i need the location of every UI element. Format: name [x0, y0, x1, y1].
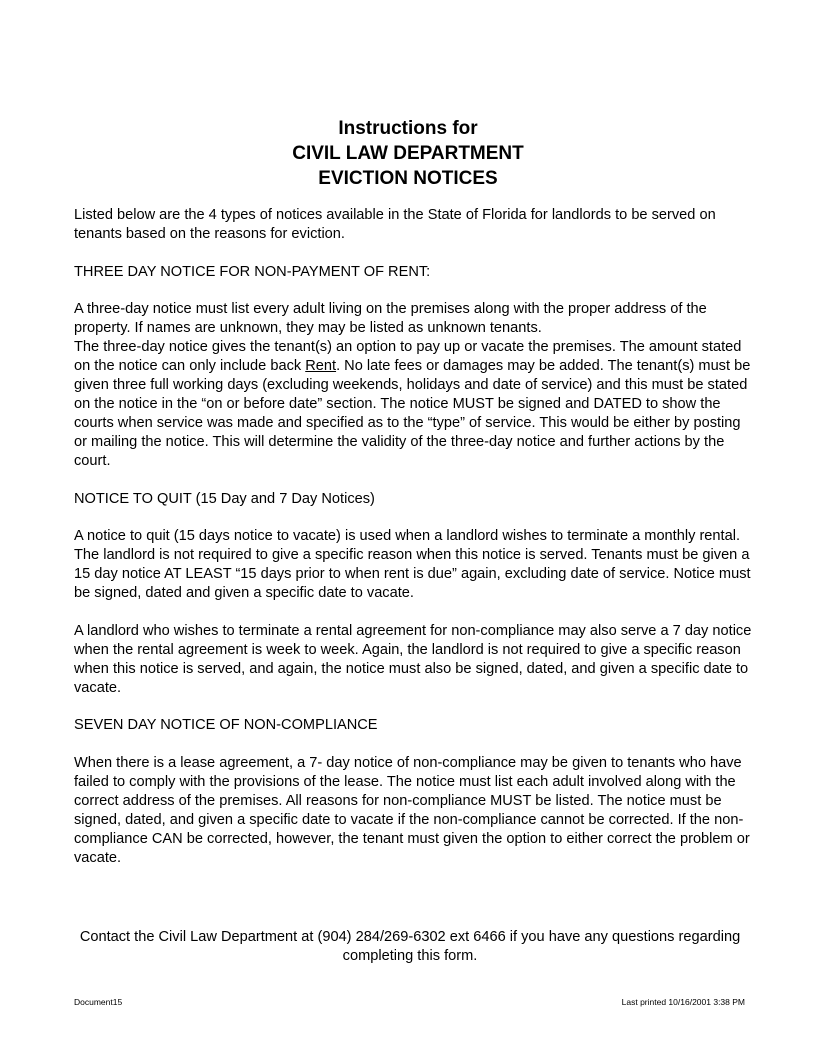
three-day-paragraph-2: [74, 338, 754, 471]
intro-paragraph: Listed below are the 4 types of notices available in the State of Florida for landlords to be served on tenants based on the reasons for eviction.: [74, 207, 716, 242]
notice-to-quit-paragraph-2: A landlord who wishes to terminate a rental agreement for non-compliance may also serve a 7 day notice when the rental agreement is week to week. Again, the landlord is not required to give a specific reason when this notice is served, and again, the notice must also be signed, dated, and given a specific date to vacate.: [74, 622, 752, 696]
three-day-paragraph-2-end: . No late fees or damages may be added. The tenant(s) must be given three full working days (excluding weekends, holidays and date of service) and this must be stated on the notice in the “on or before date” section. The notice MUST be signed and DATED to show the courts when service was made and specified as to the “type” of service. This would be either by posting or mailing the notice. This will determine the validity of the three-day notice and further actions by the court.: [74, 358, 751, 469]
document-title: [0, 116, 816, 191]
three-day-paragraph-1: A three-day notice must list every adult living on the premises along with the proper address of the property. If names are unknown, they may be listed as unknown tenants.: [74, 301, 707, 336]
rent-underlined: Rent: [305, 358, 337, 374]
footer-last-printed: Last printed 10/16/2001 3:38 PM: [621, 997, 745, 1007]
section-heading-notice-to-quit: NOTICE TO QUIT (15 Day and 7 Day Notices): [74, 490, 375, 507]
three-day-paragraph-2-start: The three-day notice gives the tenant(s) an option to pay up or vacate the premises. The amount stated on the notice can only include back: [74, 339, 742, 374]
document-body: [74, 206, 754, 886]
seven-day-paragraph: When there is a lease agreement, a 7- day notice of non-compliance may be given to tenants who have failed to comply with the provisions of the lease. The notice must list each adult involved along with the correct address of the premises. All reasons for non-compliance MUST be listed. The notice must be signed, dated, and given a specific date to vacate if the non-compliance cannot be corrected. If the non-compliance CAN be corrected, however, the tenant must given the option to either correct the problem or vacate.: [74, 754, 750, 866]
title-line-instructions: Instructions for: [338, 118, 478, 139]
section-heading-seven-day-notice: SEVEN DAY NOTICE OF NON-COMPLIANCE: [74, 717, 378, 733]
section-heading-three-day-notice: THREE DAY NOTICE FOR NON-PAYMENT OF RENT:: [74, 263, 431, 280]
footer-document-name: Document15: [74, 997, 123, 1007]
contact-info: Contact the Civil Law Department at (904) 284/269-6302 ext 6466 if you have any questions regarding completing this form.: [79, 929, 741, 964]
title-line-eviction-notices: EVICTION NOTICES: [318, 168, 498, 189]
notice-to-quit-paragraph-1: A notice to quit (15 days notice to vacate) is used when a landlord wishes to terminate a monthly rental. The landlord is not required to give a specific reason when this notice is served. Tenants must be given a 15 day notice AT LEAST “15 days prior to when rent is due” again, excluding date of service. Notice must be signed, dated and given a specific date to vacate.: [74, 528, 751, 601]
title-line-department: CIVIL LAW DEPARTMENT: [292, 143, 524, 164]
